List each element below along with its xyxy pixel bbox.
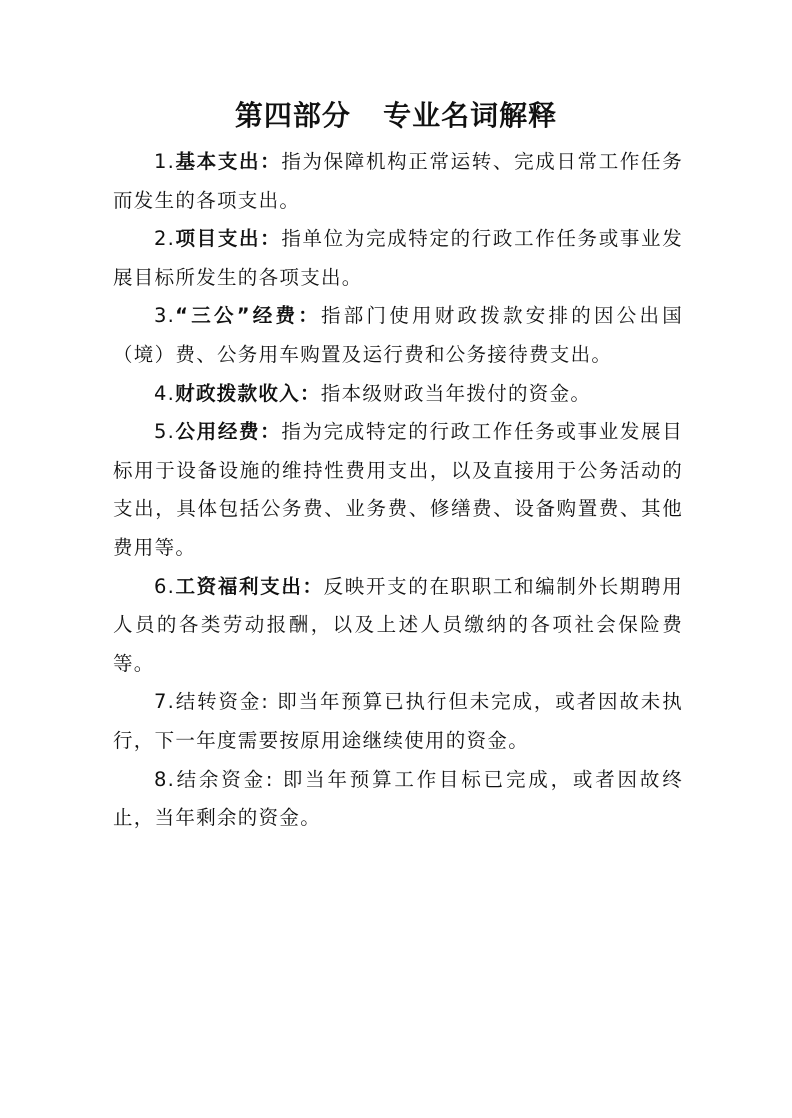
glossary-item-salary-welfare xyxy=(113,568,683,684)
item-definition: 即当年预算工作目标已完成，或者因故终止，当年剩余的资金。 xyxy=(113,767,683,830)
glossary-item-project-expenditure xyxy=(113,220,683,297)
glossary-item-carryover-funds xyxy=(113,683,683,760)
item-term: 结余资金: xyxy=(175,767,274,791)
glossary-list xyxy=(113,143,683,838)
item-number: 6. xyxy=(153,574,176,598)
item-number: 3. xyxy=(153,304,176,328)
item-term: 项目支出： xyxy=(175,227,282,251)
item-number: 2. xyxy=(153,227,176,251)
item-definition: 指为保障机构正常运转、完成日常工作任务而发生的各项支出。 xyxy=(113,150,683,212)
item-number: 1. xyxy=(153,150,176,173)
item-definition: 指本级财政当年拨付的资金。 xyxy=(320,381,592,405)
item-definition: 指单位为完成特定的行政工作任务或事业发展目标所发生的各项支出。 xyxy=(113,227,683,289)
glossary-item-surplus-funds xyxy=(113,761,683,838)
item-term: “三公”经费： xyxy=(175,304,322,328)
page-title: 第四部分 专业名词解释 xyxy=(234,99,558,132)
item-definition: 即当年预算已执行但未完成，或者因故未执行，下一年度需要按原用途继续使用的资金。 xyxy=(113,690,683,752)
glossary-item-fiscal-appropriation xyxy=(113,375,683,414)
item-number: 5. xyxy=(153,420,176,444)
item-term: 结转资金: xyxy=(175,690,270,714)
item-term: 财政拨款收入： xyxy=(175,381,321,405)
item-number: 8. xyxy=(153,767,176,791)
item-term: 公用经费： xyxy=(175,420,282,444)
item-term: 工资福利支出： xyxy=(175,574,324,598)
item-definition: 指为完成特定的行政工作任务或事业发展目标用于设备设施的维持性费用支出，以及直接用于公务活动的支出，具体包括公务费、业务费、修缮费、设备购置费、其他费用等。 xyxy=(113,420,683,559)
item-definition: 反映开支的在职职工和编制外长期聘用人员的各类劳动报酬，以及上述人员缴纳的各项社会保险费等。 xyxy=(113,574,683,675)
glossary-item-basic-expenditure xyxy=(113,143,683,220)
item-definition: 指部门使用财政拨款安排的因公出国（境）费、公务用车购置及运行费和公务接待费支出。 xyxy=(113,304,683,366)
item-number: 7. xyxy=(153,690,176,714)
item-term: 基本支出： xyxy=(175,150,282,173)
item-number: 4. xyxy=(153,381,176,405)
glossary-item-three-public-expenses xyxy=(113,297,683,374)
glossary-item-public-funds xyxy=(113,413,683,567)
